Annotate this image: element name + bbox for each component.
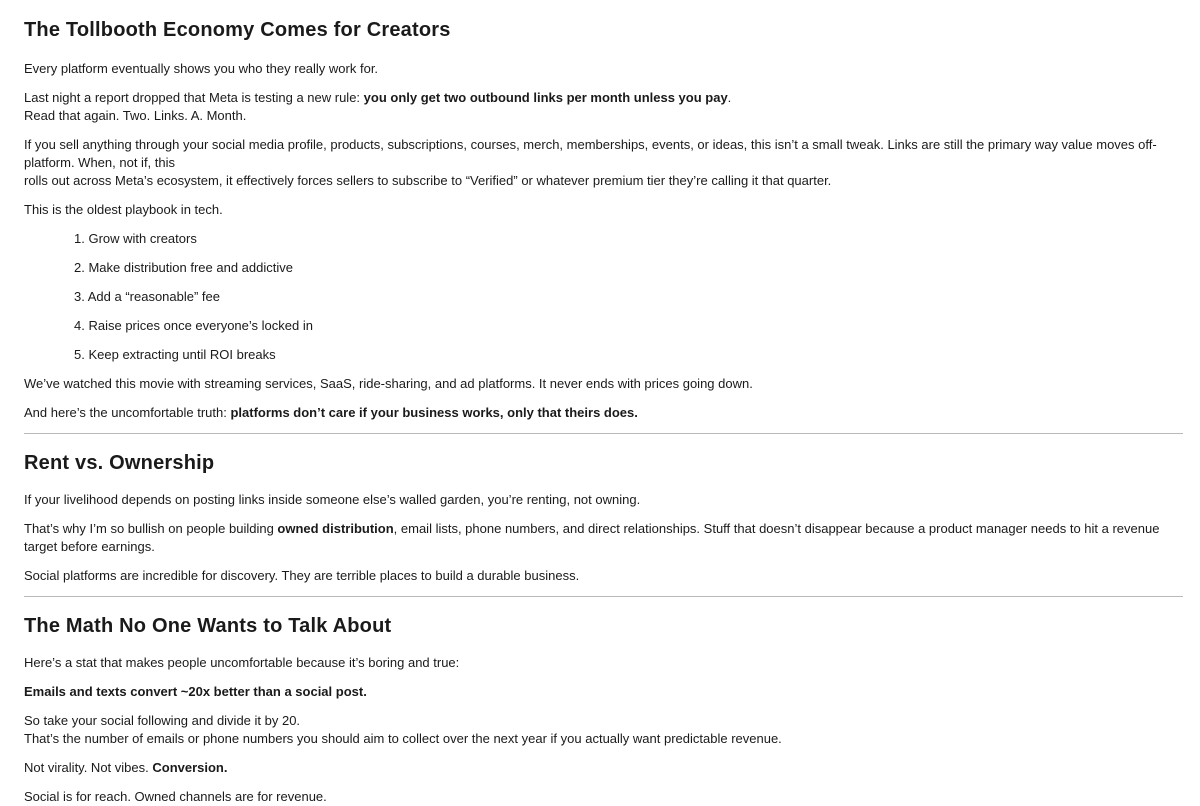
intro-text-3-line2: rolls out across Meta’s ecosystem, it effectively forces sellers to subscribe to “Verified” or whatever premium tier they’re calling it that quarter.: [24, 173, 832, 188]
intro-text-2-pre: Last night a report dropped that Meta is testing a new rule:: [24, 90, 364, 105]
section3-text-5: Social is for reach. Owned channels are for revenue.: [24, 789, 327, 804]
playbook-list: [24, 230, 1183, 364]
list-item-text: Raise prices once everyone’s locked in: [88, 318, 313, 333]
outro-text-2-bold: platforms don’t care if your business works, only that theirs does.: [230, 405, 638, 420]
list-item: [74, 230, 1183, 248]
intro-paragraph-2: [24, 89, 1183, 125]
section3-paragraph-3: [24, 712, 1183, 748]
section-heading-rent-vs-ownership: Rent vs. Ownership: [24, 452, 215, 474]
list-item: [74, 288, 1183, 306]
list-item-number: 5.: [74, 347, 85, 362]
section3-text-4-pre: Not virality. Not vibes.: [24, 760, 153, 775]
list-item-text: Keep extracting until ROI breaks: [88, 347, 276, 362]
intro-paragraph-3: [24, 136, 1183, 190]
section3-paragraph-4: [24, 759, 1183, 777]
list-item-number: 2.: [74, 260, 85, 275]
list-item-text: Add a “reasonable” fee: [87, 289, 221, 304]
section-divider: [24, 596, 1183, 597]
section3-text-4-bold: Conversion.: [152, 760, 228, 775]
list-item: [74, 259, 1183, 277]
section3-paragraph-2: [24, 683, 1183, 701]
section2-text-2-bold: owned distribution: [277, 521, 394, 536]
section2-paragraph-1: [24, 491, 1183, 509]
intro-text-1: Every platform eventually shows you who they really work for.: [24, 61, 379, 76]
outro-text-1: We’ve watched this movie with streaming services, SaaS, ride-sharing, and ad platforms. It never ends with prices going down.: [24, 376, 753, 391]
section-heading-math: The Math No One Wants to Talk About: [24, 615, 392, 637]
section2-text-2-pre: That’s why I’m so bullish on people building: [24, 521, 278, 536]
section3-text-2-bold: Emails and texts convert ~20x better than a social post.: [24, 684, 367, 699]
section3-text-1: Here’s a stat that makes people uncomfortable because it’s boring and true:: [24, 655, 460, 670]
intro-text-2-line2: Read that again. Two. Links. A. Month.: [24, 108, 247, 123]
section3-text-3-line2: That’s the number of emails or phone numbers you should aim to collect over the next year if you actually want predictable revenue.: [24, 731, 782, 746]
intro-text-2-post: .: [727, 90, 732, 105]
intro-paragraph-1: [24, 60, 1183, 78]
page-title: The Tollbooth Economy Comes for Creators: [24, 19, 451, 41]
list-item: [74, 317, 1183, 335]
section-divider: [24, 433, 1183, 434]
section3-paragraph-5: [24, 788, 1183, 806]
section2-text-1: If your livelihood depends on posting links inside someone else’s walled garden, you’re renting, not owning.: [24, 492, 641, 507]
list-item: [74, 346, 1183, 364]
outro-paragraph-2: [24, 404, 1183, 422]
section2-paragraph-2: [24, 520, 1183, 556]
intro-text-4: This is the oldest playbook in tech.: [24, 202, 223, 217]
outro-text-2-pre: And here’s the uncomfortable truth:: [24, 405, 231, 420]
section3-paragraph-1: [24, 654, 1183, 672]
list-item-text: Make distribution free and addictive: [88, 260, 293, 275]
list-item-number: 1.: [74, 231, 85, 246]
list-item-number: 4.: [74, 318, 85, 333]
section2-paragraph-3: [24, 567, 1183, 585]
list-item-text: Grow with creators: [88, 231, 197, 246]
outro-paragraph-1: [24, 375, 1183, 393]
section2-text-3: Social platforms are incredible for discovery. They are terrible places to build a durable business.: [24, 568, 580, 583]
section3-text-3-line1: So take your social following and divide it by 20.: [24, 713, 301, 728]
intro-text-3-line1: If you sell anything through your social media profile, products, subscriptions, courses, merch, memberships, events, or ideas, this isn’t a small tweak. Links are still the primary way value moves off-platform. When, not if, this: [24, 137, 1157, 170]
intro-text-2-bold: you only get two outbound links per month unless you pay: [363, 90, 728, 105]
list-item-number: 3.: [74, 289, 85, 304]
intro-paragraph-4: [24, 201, 1183, 219]
section2-text-2-post: , email lists, phone numbers, and direct relationships. Stuff that doesn’t disappear because a product manager needs to hit a revenue target before earnings.: [24, 521, 1160, 554]
